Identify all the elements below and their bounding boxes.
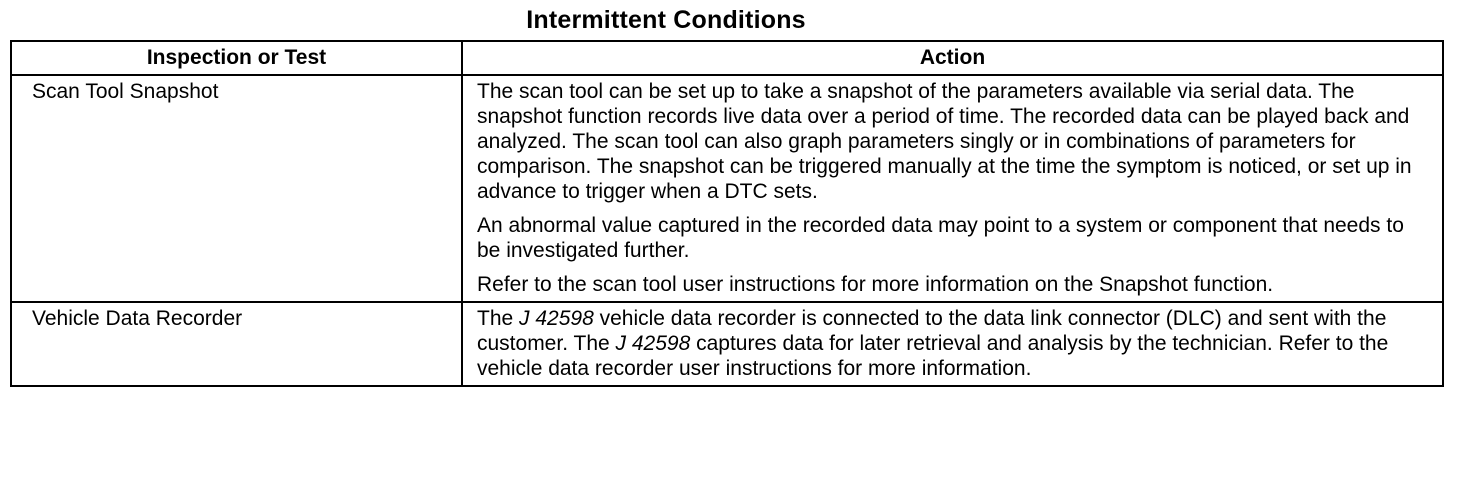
test-name-vehicle-data-recorder: Vehicle Data Recorder — [11, 302, 462, 386]
tool-number: J 42598 — [519, 307, 594, 330]
action-paragraph: The scan tool can be set up to take a snapshot of the parameters available via serial data. The snapshot function records live data over a period of time. The recorded data can be played back and analyzed. The scan tool can also graph parameters singly or in combinations of parameters for comparison. The snapshot can be triggered manually at the time the symptom is noticed, or set up in advance to trigger when a DTC sets. — [477, 80, 1412, 203]
table-row-vehicle-data-recorder — [11, 302, 1443, 386]
intermittent-conditions-table — [10, 40, 1444, 387]
header-inspection-or-test: Inspection or Test — [11, 41, 462, 75]
action-text: The — [477, 307, 520, 330]
action-paragraph: An abnormal value captured in the recorded data may point to a system or component that needs to be investigated further. — [477, 214, 1404, 262]
tool-number: J 42598 — [615, 332, 691, 355]
action-paragraph — [477, 306, 1432, 381]
action-vehicle-data-recorder — [462, 302, 1443, 386]
action-text: vehicle data recorder is connected to the data link connector (DLC) and sent with the customer. The — [477, 307, 1387, 355]
action-scan-tool-snapshot — [462, 75, 1443, 302]
page-title: Intermittent Conditions — [526, 6, 806, 34]
table-header-row — [11, 41, 1443, 75]
action-text: captures data for later retrieval and analysis by the technician. Refer to the vehicle data recorder user instructions for more information. — [477, 332, 1389, 380]
test-name-scan-tool-snapshot: Scan Tool Snapshot — [11, 75, 462, 302]
action-paragraph: Refer to the scan tool user instructions for more information on the Snapshot function. — [477, 273, 1274, 296]
table-row-scan-tool-snapshot — [11, 75, 1443, 302]
header-action: Action — [462, 41, 1443, 75]
